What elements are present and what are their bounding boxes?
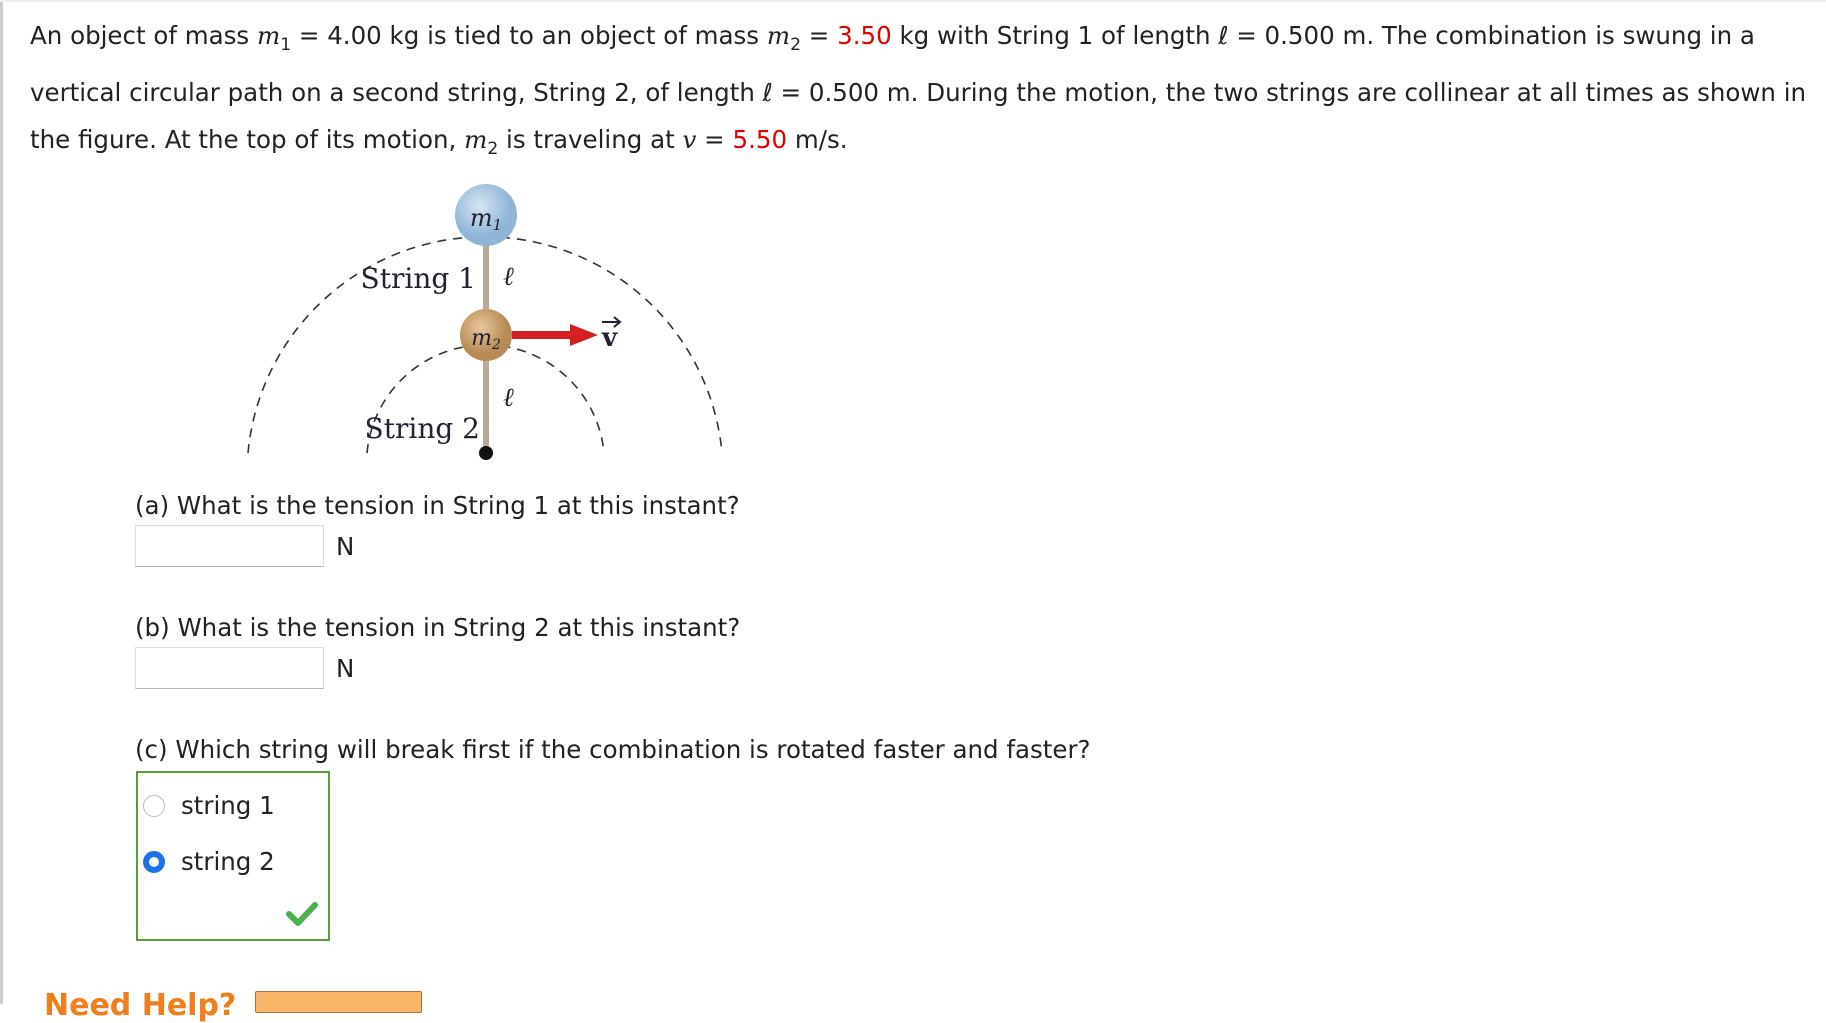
top-border bbox=[0, 0, 1826, 2]
unit-a: N bbox=[336, 532, 355, 561]
radio-string-1[interactable] bbox=[143, 795, 165, 817]
unit-b: N bbox=[336, 654, 355, 683]
correct-check-icon bbox=[286, 901, 318, 927]
m2-label: m2 bbox=[471, 326, 501, 353]
need-help-label: Need Help? bbox=[44, 988, 237, 1023]
pivot bbox=[479, 446, 493, 460]
tension-string-2-input[interactable] bbox=[135, 647, 324, 689]
given-m2: 3.50 bbox=[837, 21, 892, 50]
question-b: (b) What is the tension in String 2 at this instant? bbox=[135, 613, 741, 642]
question-c: (c) Which string will break first if the combination is rotated faster and faster? bbox=[135, 735, 1091, 764]
length-label-1: ℓ bbox=[503, 262, 514, 292]
problem-statement: An object of mass $m_1 = 4.00$ kg is tied to an object of mass $m_2 = 3.50$ kg with String 1 of length ℓ = 0.500 m. The combination is swung in a vertical circular path on a second string, String 2, of length ℓ = 0.500 m. During the motion, the two strings are collinear at all times as shown in the figure. At the top of its motion, $m_2$ is traveling at v = 5.50 m/s. bbox=[30, 21, 1807, 159]
option-string-1[interactable] bbox=[143, 791, 275, 820]
help-button[interactable] bbox=[255, 991, 422, 1013]
left-border bbox=[0, 0, 3, 1004]
m1-label: m1 bbox=[469, 204, 503, 234]
tension-string-1-input[interactable] bbox=[135, 525, 324, 567]
string-2-label: String 2 bbox=[364, 412, 480, 445]
option-label: string 1 bbox=[181, 791, 275, 820]
answer-choices bbox=[136, 771, 330, 941]
radio-string-2[interactable] bbox=[143, 851, 165, 873]
length-label-2: ℓ bbox=[503, 383, 514, 413]
question-a: (a) What is the tension in String 1 at this instant? bbox=[135, 491, 740, 520]
given-v: 5.50 bbox=[732, 124, 788, 154]
strings-figure bbox=[230, 170, 750, 470]
velocity-label: v bbox=[602, 323, 618, 353]
option-string-2[interactable] bbox=[143, 847, 275, 876]
option-label: string 2 bbox=[181, 847, 275, 876]
velocity-arrow bbox=[512, 331, 572, 339]
string-1-label: String 1 bbox=[360, 262, 476, 295]
